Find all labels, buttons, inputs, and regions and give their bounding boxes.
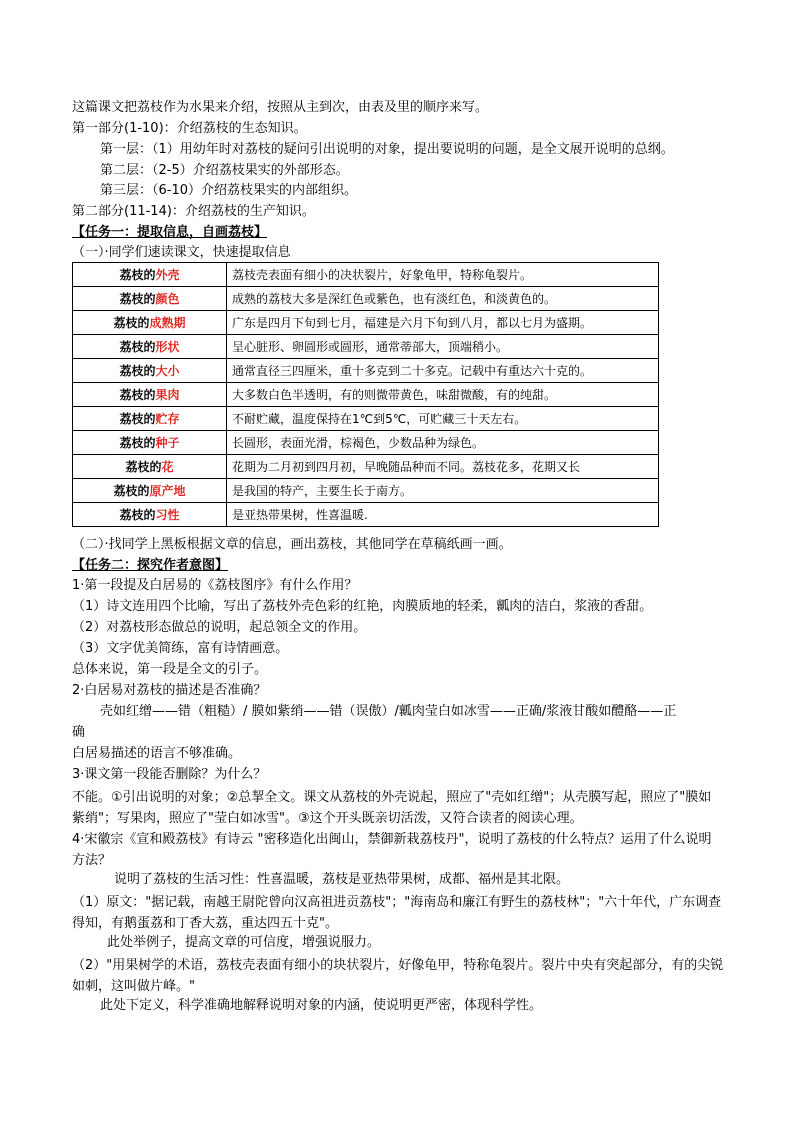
attribute-keyword: 原产地 [149, 484, 186, 498]
attribute-keyword: 花 [161, 460, 174, 474]
description-cell: 长圆形，表面光滑，棕褐色，少数品种为绿色。 [227, 431, 659, 455]
attribute-prefix: 荔枝的 [125, 460, 162, 474]
part1-heading: 第一部分(1-10)：介绍荔枝的生态知识。 [72, 121, 307, 136]
answer-2-2: 确 [72, 725, 86, 740]
attribute-keyword: 贮存 [155, 412, 180, 426]
attribute-prefix: 荔枝的 [119, 268, 156, 282]
layer3-line: 第三层：（6-10）介绍荔枝果实的内部组织。 [100, 183, 358, 198]
task1-title: 【任务一：提取信息，自画荔枝】 [72, 225, 268, 240]
attribute-cell [73, 335, 227, 359]
question-2: 2·白居易对荔枝的描述是否准确？ [72, 683, 267, 698]
layer2-line: 第二层：（2-5）介绍荔枝果实的外部形态。 [100, 163, 349, 178]
answer-3: 不能。①引出说明的对象；②总挈全文。课文从荔枝的外壳说起，照应了"壳如红缯"；从壳膜写起，照应了"膜如紫绡"；写果肉，照应了"莹白如冰雪"。③这个开头既亲切活泼，又符合读者的阅读心理。 [72, 790, 712, 826]
attribute-keyword: 成熟期 [149, 316, 186, 330]
answer-4-5: 此处下定义，科学准确地解释说明对象的内涵，使说明更严密，体现科学性。 [100, 998, 543, 1013]
description-cell: 不耐贮藏，温度保持在1℃到5℃，可贮藏三十天左右。 [227, 407, 659, 431]
description-cell: 花期为二月初到四月初，早晚随品种而不同。荔枝花多，花期又长 [227, 455, 659, 479]
description-cell: 荔枝壳表面有细小的决状裂片，好象龟甲，特称龟裂片。 [227, 263, 659, 287]
layer1-line: 第一层：（1）用幼年时对荔枝的疑问引出说明的对象，提出要说明的问题，是全文展开说明的总纲。 [100, 142, 674, 157]
attribute-cell [73, 455, 227, 479]
table-row [73, 263, 659, 287]
table-row [73, 383, 659, 407]
attribute-prefix: 荔枝的 [119, 436, 156, 450]
table-row [73, 479, 659, 503]
answer-4-4: （2）"用果树学的术语，荔枝壳表面有细小的块状裂片，好像龟甲，特称龟裂片。裂片中央有突起部分，有的尖锐如刺，这叫做片峰。" [72, 958, 724, 994]
attribute-prefix: 荔枝的 [119, 340, 156, 354]
attribute-cell [73, 503, 227, 527]
question-1: 1·第一段提及白居易的《荔枝图序》有什么作用？ [72, 578, 358, 593]
task1-sub1: （一）·同学们速读课文，快速提取信息 [72, 245, 291, 260]
description-cell: 是我国的特产，主要生长于南方。 [227, 479, 659, 503]
attribute-keyword: 种子 [155, 436, 180, 450]
table-row [73, 455, 659, 479]
table-row [73, 311, 659, 335]
attribute-keyword: 形状 [155, 340, 180, 354]
description-cell: 成熟的荔枝大多是深红色或紫色，也有淡红色，和淡黄色的。 [227, 287, 659, 311]
attribute-cell [73, 359, 227, 383]
attribute-prefix: 荔枝的 [119, 292, 156, 306]
attribute-prefix: 荔枝的 [119, 388, 156, 402]
table-row [73, 335, 659, 359]
answer-1-2: （2）对荔枝形态做总的说明，起总领全文的作用。 [72, 620, 367, 635]
attribute-cell [73, 311, 227, 335]
answer-4-1: 说明了荔枝的生活习性：性喜温暖，荔枝是亚热带果树，成都、福州是其北限。 [114, 872, 570, 887]
attribute-keyword: 外壳 [155, 268, 180, 282]
question-4: 4·宋徽宗《宣和殿荔枝》有诗云 "密移造化出闽山，禁御新栽荔枝丹"，说明了荔枝的什么特点？运用了什么说明方法？ [72, 832, 712, 868]
attribute-cell [73, 287, 227, 311]
table-row [73, 503, 659, 527]
task2-title: 【任务二：探究作者意图】 [72, 558, 229, 573]
table-row [73, 407, 659, 431]
description-cell: 大多数白色半透明，有的则微带黄色，味甜微酸，有的纯甜。 [227, 383, 659, 407]
attribute-keyword: 果肉 [155, 388, 180, 402]
answer-1-1: （1）诗文连用四个比喻，写出了荔枝外壳色彩的红艳，肉膜质地的轻柔，瓤肉的洁白，浆液的香甜。 [72, 599, 653, 614]
intro-line: 这篇课文把荔枝作为水果来介绍，按照从主到次，由表及里的顺序来写。 [72, 100, 489, 115]
attribute-keyword: 大小 [155, 364, 180, 378]
attribute-cell [73, 407, 227, 431]
description-cell: 呈心脏形、卵圆形或圆形，通常蒂部大，顶端稍小。 [227, 335, 659, 359]
description-cell: 是亚热带果树，性喜温暖. [227, 503, 659, 527]
answer-2-1: 壳如红缯——错（粗糙）/ 膜如紫绡——错（误傲）/瓤肉莹白如冰雪——正确/浆液甘酸如醴酪——正 [100, 704, 677, 719]
description-cell: 通常直径三四厘米，重十多克到二十多克。记载中有重达六十克的。 [227, 359, 659, 383]
attribute-keyword: 颜色 [155, 292, 180, 306]
answer-4-3: 此处举例子，提高文章的可信度，增强说服力。 [107, 935, 381, 950]
attribute-prefix: 荔枝的 [119, 412, 156, 426]
answer-4-2: （1）原文："据记载，南越王尉陀曾向汉高祖进贡荔枝"；"海南岛和廉江有野生的荔枝林"；"六十年代，广东调查得知，有鹅蛋荔和丁香大荔，重达四五十克"。 [72, 895, 722, 931]
table-row [73, 431, 659, 455]
table-row [73, 287, 659, 311]
table-row [73, 359, 659, 383]
attribute-prefix: 荔枝的 [119, 364, 156, 378]
attribute-keyword: 习性 [155, 508, 180, 522]
attribute-cell [73, 479, 227, 503]
attribute-cell [73, 431, 227, 455]
attribute-prefix: 荔枝的 [113, 484, 150, 498]
answer-1-3: （3）文字优美简练，富有诗情画意。 [72, 641, 289, 656]
attribute-cell [73, 263, 227, 287]
question-3: 3·课文第一段能否删除？为什么？ [72, 767, 267, 782]
description-cell: 广东是四月下旬到七月，福建是六月下旬到八月，都以七月为盛期。 [227, 311, 659, 335]
answer-1-4: 总体来说，第一段是全文的引子。 [72, 662, 268, 677]
part2-heading: 第二部分(11-14)：介绍荔枝的生产知识。 [72, 204, 315, 219]
lychee-info-table [72, 262, 659, 527]
attribute-prefix: 荔枝的 [119, 508, 156, 522]
attribute-prefix: 荔枝的 [113, 316, 150, 330]
task1-sub2: （二）·找同学上黑板根据文章的信息，画出荔枝，其他同学在草稿纸画一画。 [72, 537, 512, 552]
answer-2-3: 白居易描述的语言不够准确。 [72, 746, 242, 761]
attribute-cell [73, 383, 227, 407]
